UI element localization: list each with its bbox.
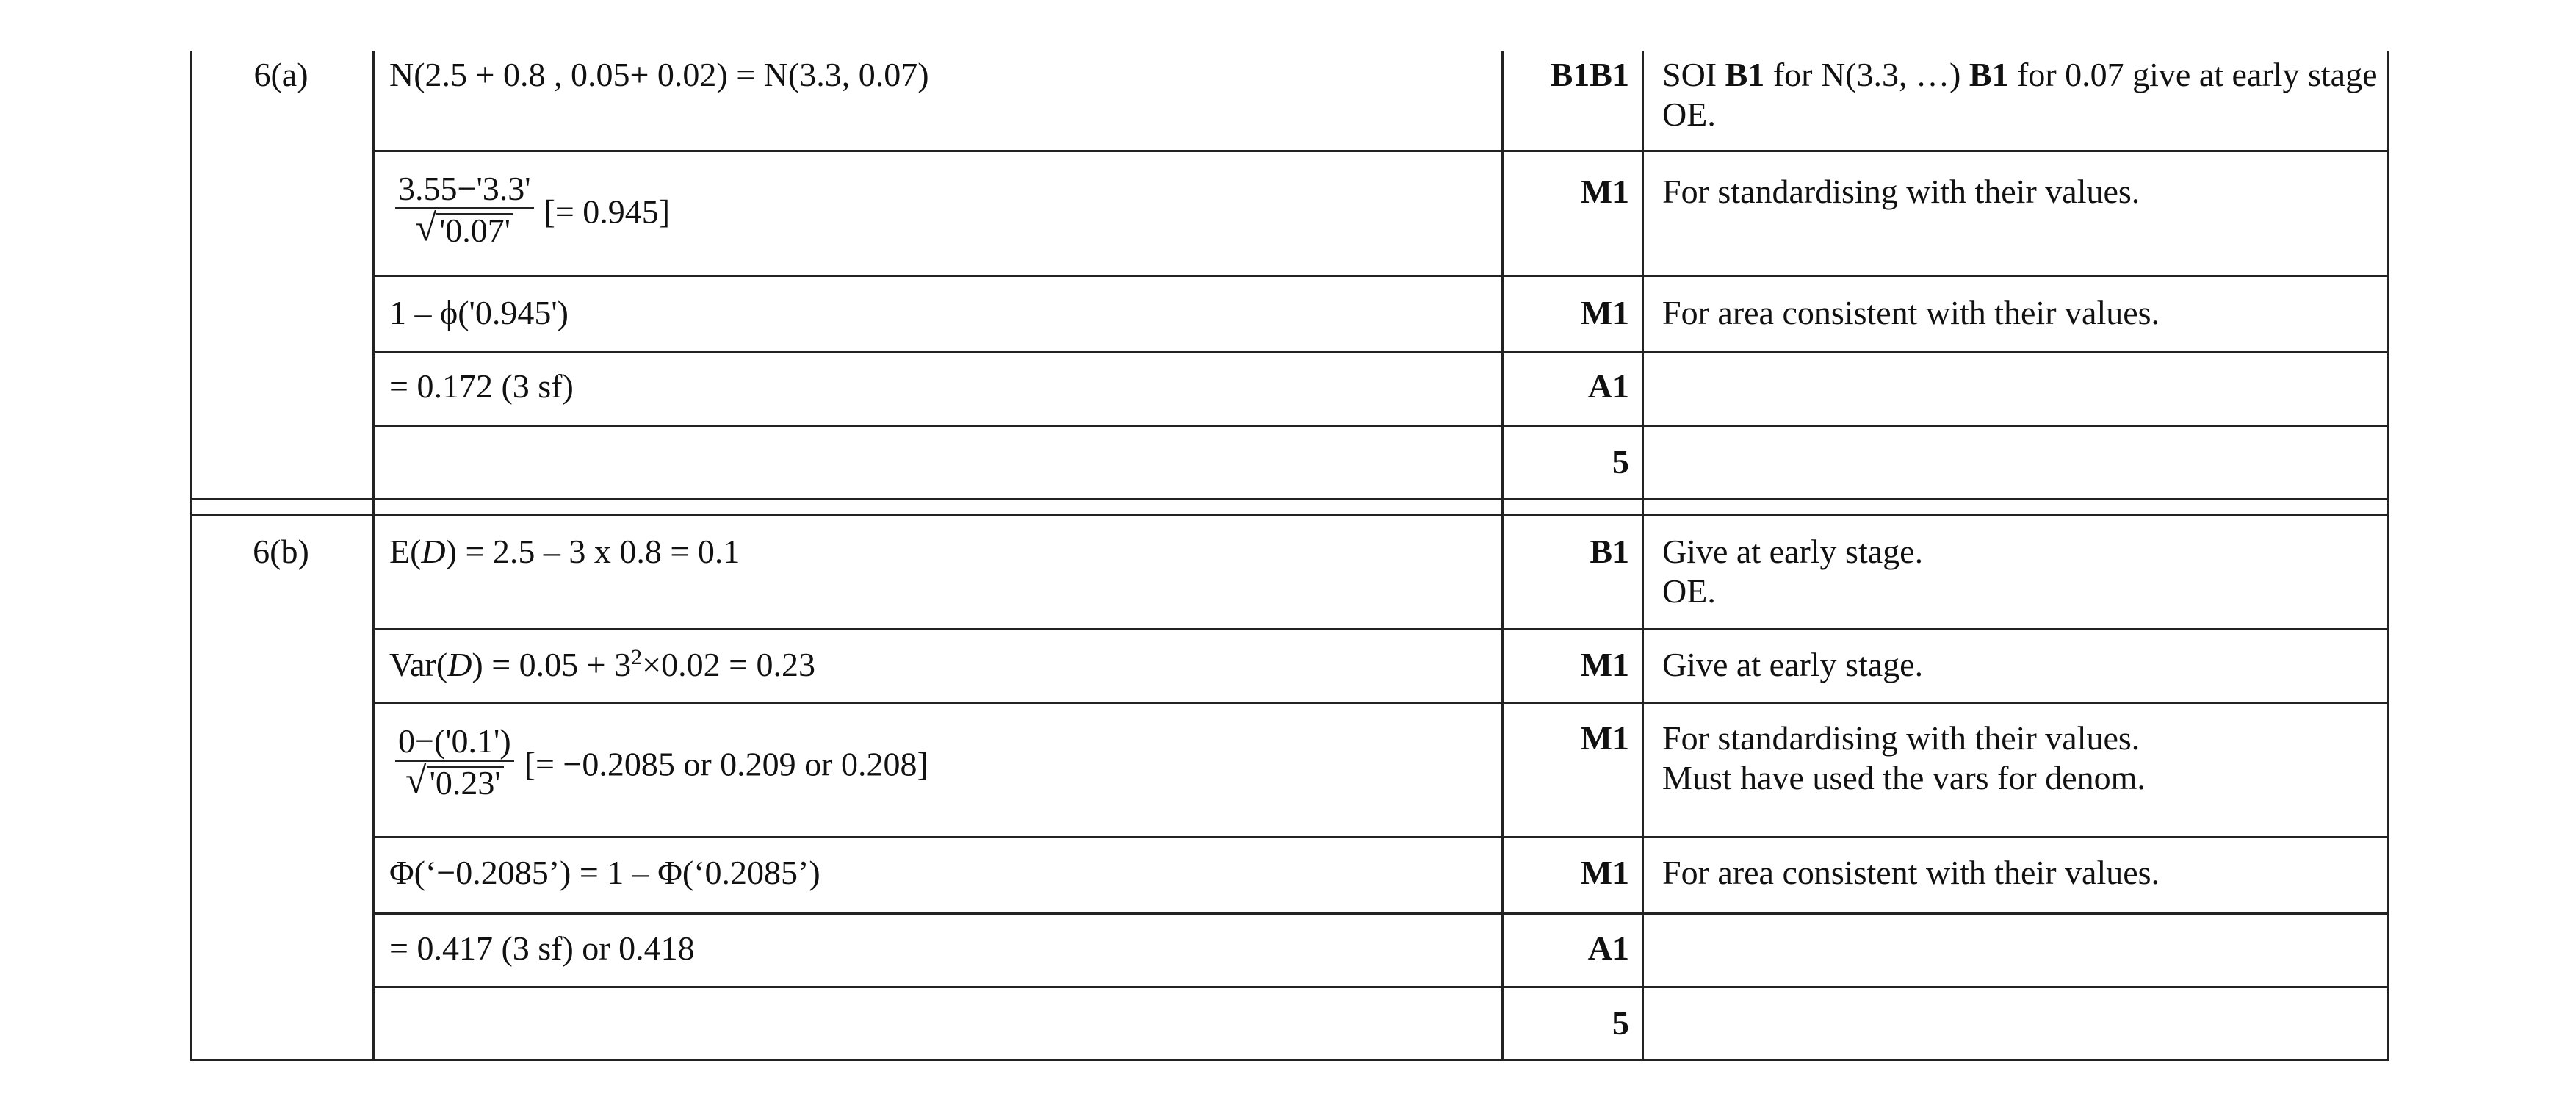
guidance-cell: Give at early stage. xyxy=(1662,646,1924,683)
row-divider xyxy=(372,912,2389,915)
answer-cell: 3.55−'3.3' √ '0.07' [= 0.945] xyxy=(395,173,670,251)
guidance-cell: For area consistent with their values. xyxy=(1662,294,2160,331)
fraction-numerator: 0−('0.1') xyxy=(395,723,514,762)
total-mark-cell: 5 xyxy=(1612,443,1629,480)
mark-cell: M1 xyxy=(1580,646,1629,683)
row-divider xyxy=(372,628,2389,630)
part-separator-top xyxy=(190,498,2389,500)
fraction xyxy=(395,170,534,248)
question-number: 6(b) xyxy=(253,533,309,570)
column-divider-marks xyxy=(1642,51,1644,1061)
part-separator-bottom xyxy=(190,514,2389,516)
row-divider xyxy=(372,351,2389,353)
row-divider xyxy=(372,702,2389,704)
answer-cell: = 0.172 (3 sf) xyxy=(389,367,574,405)
mark-cell: M1 xyxy=(1580,854,1629,891)
mark-cell: A1 xyxy=(1587,929,1629,967)
fraction-numerator: 3.55−'3.3' xyxy=(395,170,534,209)
mark-scheme-table xyxy=(190,51,2389,1061)
total-mark-cell: 5 xyxy=(1612,1004,1629,1042)
answer-cell: Φ(‘−0.2085’) = 1 – Φ(‘0.2085’) xyxy=(389,854,820,891)
answer-cell: 0−('0.1') √ '0.23' [= −0.2085 or 0.209 or 0.208] xyxy=(395,726,928,803)
square-root: √ '0.07' xyxy=(415,211,513,246)
row-divider xyxy=(372,275,2389,277)
mark-cell: A1 xyxy=(1587,367,1629,405)
fraction-denominator: '0.07' xyxy=(436,213,513,246)
guidance-cell: SOI B1 for N(3.3, …) B1 for 0.07 give at early stage OE. xyxy=(1662,56,2378,133)
table-border-right xyxy=(2387,51,2389,1061)
answer-cell: $Var(D) = 0.05 + 3^2\times 0.02 = 0.23$ xyxy=(389,645,816,683)
row-divider xyxy=(372,425,2389,427)
mark-cell: M1 xyxy=(1580,719,1629,757)
guidance-cell: For standardising with their values. xyxy=(1662,173,2140,210)
answer-cell: E(D) = 2.5 – 3 x 0.8 = 0.1 xyxy=(389,533,740,570)
guidance-cell: For area consistent with their values. xyxy=(1662,854,2160,891)
guidance-cell: Give at early stage. OE. xyxy=(1662,533,1924,610)
fraction-denominator: '0.23' xyxy=(427,766,504,799)
table-border-bottom xyxy=(190,1059,2389,1061)
answer-cell: N(2.5 + 0.8 , 0.05+ 0.02) = N(3.3, 0.07) xyxy=(389,56,929,93)
answer-cell: 1 – ϕ('0.945') xyxy=(389,294,569,331)
row-divider xyxy=(372,836,2389,838)
square-root: √ '0.23' xyxy=(405,763,504,799)
answer-cell: = 0.417 (3 sf) or 0.418 xyxy=(389,929,695,967)
mark-cell: B1 xyxy=(1590,533,1629,570)
question-number: 6(a) xyxy=(253,56,309,93)
row-divider xyxy=(372,986,2389,988)
mark-cell: M1 xyxy=(1580,173,1629,210)
column-divider-question xyxy=(372,51,375,1061)
fraction xyxy=(395,723,514,800)
mark-cell: M1 xyxy=(1580,294,1629,331)
mark-cell: B1B1 xyxy=(1550,56,1629,93)
row-divider xyxy=(372,150,2389,152)
guidance-cell: For standardising with their values. Must have used the vars for denom. xyxy=(1662,719,2146,796)
